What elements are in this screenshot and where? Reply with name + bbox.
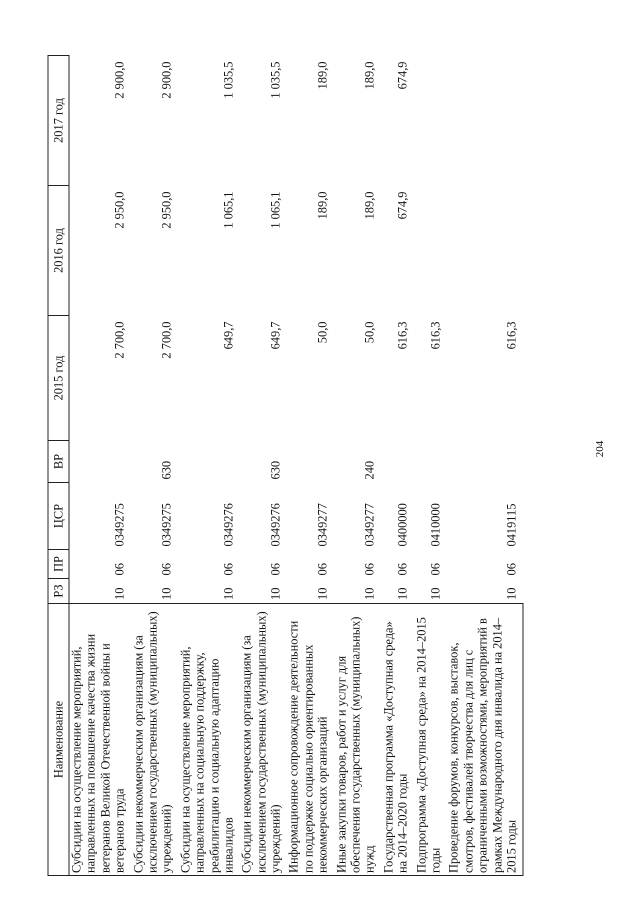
row-2016: 189,0 xyxy=(362,191,377,220)
row-pr: 06 xyxy=(159,563,174,576)
row-vr xyxy=(287,441,334,483)
row-rz: 10 xyxy=(504,587,519,600)
row-name: Государственная программа «Доступная среда» на 2014–2020 годы xyxy=(381,604,414,876)
header-vr: ВР xyxy=(48,441,69,483)
rotated-page xyxy=(48,56,593,876)
row-rz: 10 xyxy=(112,587,127,600)
row-2016 xyxy=(447,186,523,316)
row-csr: 0349275 xyxy=(159,503,174,547)
row-vr xyxy=(69,441,131,483)
row-csr: 0349276 xyxy=(268,503,283,547)
row-csr: 0349276 xyxy=(221,503,236,547)
row-rz: 10 xyxy=(428,587,443,600)
row-rz: 10 xyxy=(315,587,330,600)
table-row xyxy=(287,56,334,876)
row-2015: 2 700,0 xyxy=(159,321,174,359)
row-vr: 630 xyxy=(268,460,283,480)
row-2016 xyxy=(414,186,447,316)
table-row xyxy=(414,56,447,876)
table-row xyxy=(131,56,178,876)
row-2015: 649,7 xyxy=(221,321,236,350)
header-2016: 2016 год xyxy=(48,186,69,316)
row-rz: 10 xyxy=(159,587,174,600)
row-rz: 10 xyxy=(362,587,377,600)
row-pr: 06 xyxy=(221,563,236,576)
budget-table xyxy=(48,55,524,876)
row-2016: 1 065,1 xyxy=(268,191,283,229)
row-2017: 674,9 xyxy=(395,61,410,90)
row-2015: 649,7 xyxy=(268,321,283,350)
page-number: 204 xyxy=(594,440,606,458)
table-row xyxy=(381,56,414,876)
table-row xyxy=(178,56,240,876)
row-csr: 0349277 xyxy=(362,503,377,547)
row-vr xyxy=(447,441,523,483)
row-2016: 1 065,1 xyxy=(221,191,236,229)
row-csr: 0349277 xyxy=(315,503,330,547)
row-vr xyxy=(414,441,447,483)
row-pr: 06 xyxy=(395,563,410,576)
row-rz: 10 xyxy=(395,587,410,600)
header-csr: ЦСР xyxy=(48,483,69,550)
row-name: Субсидии на осуществление мероприятий, направленных на повышение качества жизни ветеранов Великой Отечественной войны и ветеранов труда xyxy=(69,604,131,876)
row-2017: 2 900,0 xyxy=(159,61,174,99)
row-2015: 50,0 xyxy=(362,321,377,344)
row-vr: 630 xyxy=(159,460,174,480)
row-vr xyxy=(178,441,240,483)
row-name: Проведение форумов, конкурсов, выставок, смотров, фестивалей творчества для лиц с ограниченными возможностями, мероприятий в рамках Международного дня инвалида на 2014–2015 годы xyxy=(447,604,523,876)
header-rz: РЗ xyxy=(48,579,69,604)
header-row xyxy=(48,56,69,876)
row-name: Субсидии на осуществление мероприятий, направленных на социальную поддержку, реабилитацию и социальную адаптацию инвалидов xyxy=(178,604,240,876)
row-name: Субсидии некоммерческим организациям (за исключением государственных (муниципальных) учреждений) xyxy=(131,604,178,876)
row-name: Информационное сопровождение деятельности по поддержке социально ориентированных некоммерческих организаций xyxy=(287,604,334,876)
row-2017 xyxy=(414,56,447,186)
row-pr: 06 xyxy=(268,563,283,576)
row-rz: 10 xyxy=(268,587,283,600)
row-2016: 189,0 xyxy=(315,191,330,220)
row-2017 xyxy=(447,56,523,186)
header-pr: ПР xyxy=(48,550,69,579)
row-2016: 674,9 xyxy=(395,191,410,220)
row-name: Субсидии некоммерческим организациям (за исключением государственных (муниципальных) учреждений) xyxy=(240,604,287,876)
row-csr: 0419115 xyxy=(504,503,519,547)
table-row xyxy=(240,56,287,876)
row-2015: 616,3 xyxy=(428,321,443,350)
row-2017: 2 900,0 xyxy=(112,61,127,99)
table-row xyxy=(447,56,523,876)
row-vr: 240 xyxy=(362,460,377,480)
header-2015: 2015 год xyxy=(48,316,69,441)
row-csr: 0410000 xyxy=(428,503,443,547)
row-pr: 06 xyxy=(504,563,519,576)
row-2016: 2 950,0 xyxy=(112,191,127,229)
row-2015: 50,0 xyxy=(315,321,330,344)
row-name: Иные закупки товаров, работ и услуг для обеспечения государственных (муниципальных) нужд xyxy=(334,604,381,876)
row-2017: 1 035,5 xyxy=(268,61,283,99)
row-pr: 06 xyxy=(428,563,443,576)
table-row xyxy=(69,56,131,876)
row-vr xyxy=(381,441,414,483)
row-name: Подпрограмма «Доступная среда» на 2014–2015 годы xyxy=(414,604,447,876)
row-2015: 616,3 xyxy=(395,321,410,350)
row-rz: 10 xyxy=(221,587,236,600)
row-csr: 0349275 xyxy=(112,503,127,547)
row-2016: 2 950,0 xyxy=(159,191,174,229)
row-2017: 189,0 xyxy=(362,61,377,90)
row-2015: 616,3 xyxy=(504,321,519,350)
table-row xyxy=(334,56,381,876)
row-2015: 2 700,0 xyxy=(112,321,127,359)
header-name: Наименование xyxy=(48,604,69,876)
row-2017: 189,0 xyxy=(315,61,330,90)
row-2017: 1 035,5 xyxy=(221,61,236,99)
row-pr: 06 xyxy=(315,563,330,576)
row-pr: 06 xyxy=(362,563,377,576)
row-pr: 06 xyxy=(112,563,127,576)
header-2017: 2017 год xyxy=(48,56,69,186)
row-csr: 0400000 xyxy=(395,503,410,547)
